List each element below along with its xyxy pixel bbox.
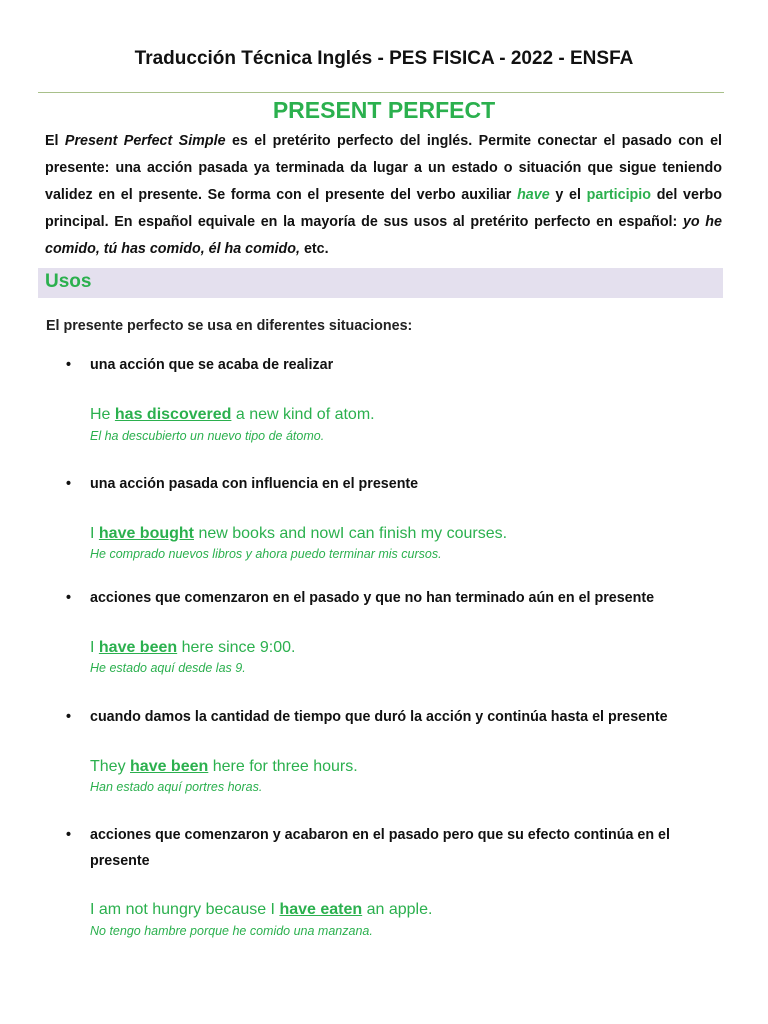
example-sentence <box>90 901 432 919</box>
example-translation: He comprado nuevos libros y ahora puedo terminar mis cursos. <box>90 547 442 561</box>
intro-paragraph <box>45 128 722 263</box>
section-intro: El presente perfecto se usa en diferentes situaciones: <box>46 318 413 334</box>
bullet-icon: • <box>66 476 72 492</box>
bullet-icon: • <box>66 827 72 843</box>
section-heading-bar <box>38 268 723 298</box>
bullet-icon: • <box>66 590 72 606</box>
intro-highlight-participio: participio <box>586 187 651 203</box>
intro-text: es el pretérito perfecto del inglés. Permite conectar el pasado con el presente: una acción pasada ya terminada da lugar a un estado o situación que sigue teniendo validez en el presente. Se forma con el presente del verbo auxiliar <box>45 133 722 203</box>
example-text: an apple. <box>362 901 433 918</box>
example-translation: El ha descubierto un nuevo tipo de átomo. <box>90 429 325 443</box>
example-text: a new kind of atom. <box>231 406 375 423</box>
intro-text: del verbo principal. En español equivale en la mayoría de sus usos al pretérito perfecto en español: <box>45 187 722 230</box>
use-title: cuando damos la cantidad de tiempo que duró la acción y continúa hasta el presente <box>90 709 668 725</box>
example-text: here since 9:00. <box>177 639 296 656</box>
example-text: I <box>90 525 99 542</box>
intro-text: y el <box>549 187 587 203</box>
example-sentence <box>90 639 295 657</box>
use-title: acciones que comenzaron en el pasado y que no han terminado aún en el presente <box>90 590 655 606</box>
intro-text: El <box>45 133 65 149</box>
example-text: I am not hungry because I <box>90 901 280 918</box>
example-verb: have been <box>98 639 178 656</box>
example-translation: Han estado aquí portres horas. <box>90 780 263 794</box>
use-title: acciones que comenzaron y acabaron en el pasado pero que su efecto continúa en el presente <box>90 827 670 869</box>
example-text: He <box>90 406 115 423</box>
intro-text: etc. <box>300 241 329 257</box>
intro-term: Present Perfect Simple <box>64 133 226 149</box>
intro-highlight-have: have <box>517 187 550 203</box>
example-verb: has discovered <box>114 406 232 423</box>
use-title: una acción que se acaba de realizar <box>90 357 334 373</box>
section-heading: Usos <box>45 271 92 292</box>
example-sentence <box>90 525 507 543</box>
example-sentence <box>90 758 358 776</box>
use-title: una acción pasada con influencia en el presente <box>90 476 419 492</box>
page-title: PRESENT PERFECT <box>272 97 496 123</box>
example-verb: have eaten <box>279 901 363 918</box>
example-verb: have been <box>130 758 209 775</box>
example-text: new books and nowI can finish my courses. <box>194 525 508 542</box>
intro-examples: yo he comido, tú has comido, él ha comido, <box>45 214 722 257</box>
example-sentence <box>90 406 375 424</box>
bullet-icon: • <box>66 709 72 725</box>
header-divider <box>38 92 724 93</box>
example-text: here for three hours. <box>208 758 358 775</box>
page-header-title: Traducción Técnica Inglés - PES FISICA - 2022 - ENSFA <box>134 48 634 69</box>
example-text: I <box>90 639 99 656</box>
example-verb: have bought <box>98 525 194 542</box>
bullet-icon: • <box>66 357 72 373</box>
example-translation: He estado aquí desde las 9. <box>90 661 246 675</box>
example-translation: No tengo hambre porque he comido una manzana. <box>90 924 373 938</box>
example-text: They <box>90 758 131 775</box>
